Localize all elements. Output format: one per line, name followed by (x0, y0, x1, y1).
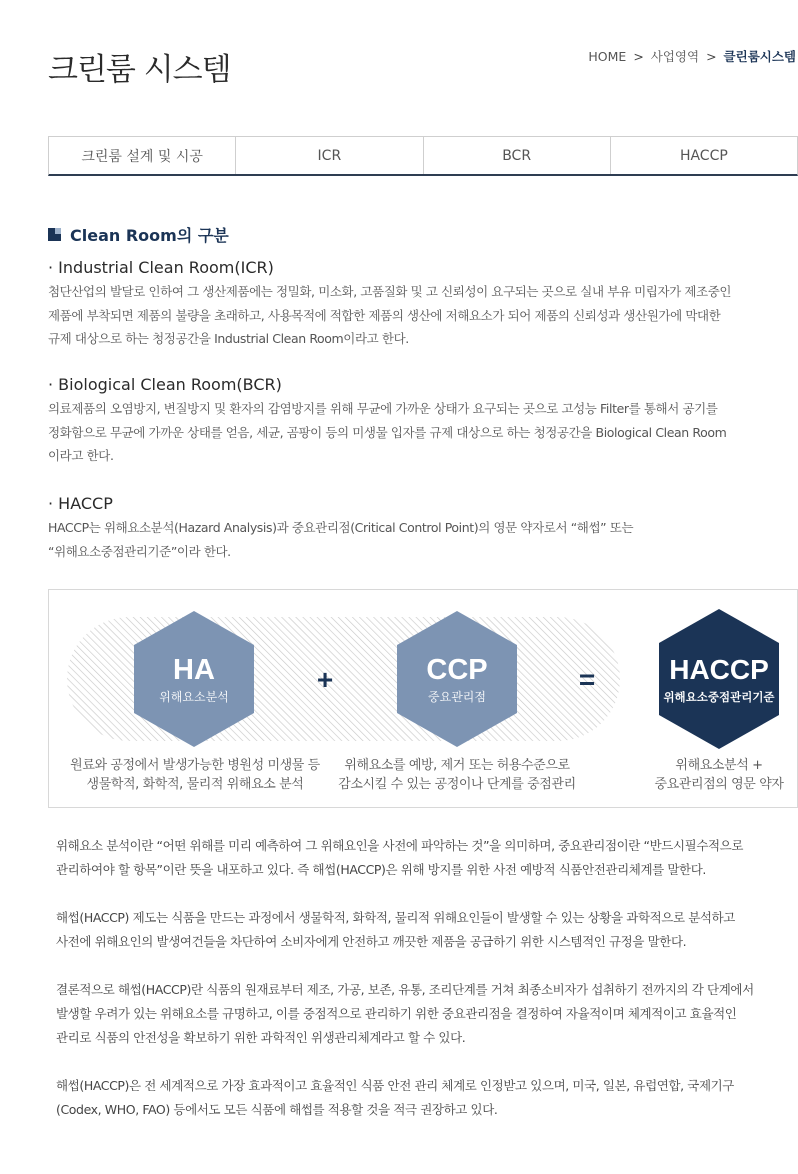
text-line: 정화함으로 무균에 가까운 상태를 얻음, 세균, 곰팡이 등의 미생물 입자를 규제 대상으로 하는 청정공간을 Biological Clean Room (48, 424, 727, 440)
text-line: 관리로 식품의 안전성을 확보하기 위한 과학적인 위생관리체계라고 할 수 있다. (56, 1030, 466, 1045)
breadcrumb-separator-icon: > (706, 49, 717, 64)
text-line: 제품에 부착되면 제품의 불량을 초래하고, 사용목적에 적합한 제품의 생산에 저해요소가 되어 제품의 신뢰성과 생산원가에 막대한 (48, 307, 721, 323)
text-line: 관리하여야 할 항목”이란 뜻을 내포하고 있다. 즉 해썹(HACCP)은 위해 방지를 위한 사전 예방적 식품안전관리체계를 말한다. (56, 862, 706, 877)
text-line: 해썹(HACCP)은 전 세계적으로 가장 효과적이고 효율적인 식품 안전 관리 체계로 인정받고 있으며, 미국, 일본, 유럽연합, 국제기구 (56, 1078, 734, 1093)
haccp-subtitle: 위해요소중점관리기준 (663, 690, 775, 704)
breadcrumb-parent-link[interactable]: 사업영역 (650, 49, 700, 64)
haccp-heading: · HACCP (48, 494, 113, 513)
sub-navigation-tabs (48, 136, 798, 176)
icr-description (48, 280, 788, 351)
ha-title: HA (173, 654, 215, 686)
page-title: 크린룸 시스템 (48, 52, 231, 88)
text-line: 첨단산업의 발달로 인하여 그 생산제품에는 정밀화, 미소화, 고품질화 및 고 신뢰성이 요구되는 곳으로 실내 부유 미립자가 제조중인 (48, 284, 732, 299)
breadcrumb-home-link[interactable]: HOME (588, 49, 627, 64)
ha-subtitle: 위해요소분석 (159, 690, 229, 704)
caption-line: 중요관리점의 영문 약자 (654, 777, 784, 792)
text-line: 이라고 한다. (48, 448, 114, 463)
text-line: 발생할 우려가 있는 위해요소를 규명하고, 이를 중점적으로 관리하기 위한 중요관리점을 결정하여 자율적이며 체계적이고 효율적인 (56, 1006, 737, 1021)
breadcrumb (588, 47, 796, 65)
text-line: 해썹(HACCP) 제도는 식품을 만드는 과정에서 생물학적, 화학적, 물리적 위해요인들이 발생할 수 있는 상황을 과학적으로 분석하고 (56, 910, 735, 925)
caption-line: 원료와 공정에서 발생가능한 병원성 미생물 등 (70, 758, 320, 773)
caption-line: 생물학적, 화학적, 물리적 위해요소 분석 (86, 777, 304, 792)
section-title: Clean Room의 구분 (70, 226, 229, 245)
text-line: 의료제품의 오염방지, 변질방지 및 환자의 감염방지를 위해 무균에 가까운 상태가 요구되는 곳으로 고성능 Filter를 통해서 공기를 (48, 401, 718, 416)
breadcrumb-separator-icon: > (633, 49, 644, 64)
body-paragraph (56, 906, 798, 954)
text-line: “위해요소중점관리기준”이라 한다. (48, 543, 231, 559)
body-paragraph (56, 978, 798, 1050)
breadcrumb-current: 클린룸시스템 (723, 49, 796, 64)
haccp-caption (639, 756, 798, 794)
haccp-title: HACCP (669, 654, 769, 685)
section-heading (48, 223, 229, 246)
tab-bcr[interactable]: BCR (424, 137, 611, 174)
ccp-title: CCP (426, 654, 488, 686)
ha-caption (65, 756, 325, 794)
equals-icon: = (578, 664, 596, 695)
tab-cleanroom-design[interactable]: 크린룸 설계 및 시공 (49, 137, 236, 174)
square-bullet-icon (48, 228, 61, 241)
ccp-subtitle: 중요관리점 (428, 690, 486, 704)
body-paragraph (56, 1074, 798, 1122)
bcr-description (48, 397, 788, 468)
text-line: 위해요소 분석이란 “어떤 위해를 미리 예측하여 그 위해요인을 사전에 파악하는 것”을 의미하며, 중요관리점이란 “반드시필수적으로 (56, 838, 744, 853)
plus-icon: + (316, 664, 334, 695)
caption-line: 감소시킬 수 있는 공정이나 단계를 중점관리 (338, 777, 576, 792)
text-line: 사전에 위해요인의 발생여건들을 차단하여 소비자에게 안전하고 깨끗한 제품을 공급하기 위한 시스템적인 규정을 말한다. (56, 934, 687, 949)
text-line: (Codex, WHO, FAO) 등에서도 모든 식품에 해썹를 적용할 것을 적극 권장하고 있다. (56, 1102, 498, 1117)
icr-heading: · Industrial Clean Room(ICR) (48, 258, 274, 277)
text-line: 규제 대상으로 하는 청정공간을 Industrial Clean Room이라고 한다. (48, 331, 409, 346)
caption-line: 위해요소를 예방, 제거 또는 허용수준으로 (344, 758, 570, 773)
text-line: 결론적으로 해썹(HACCP)란 식품의 원재료부터 제조, 가공, 보존, 유통, 조리단계를 거쳐 최종소비자가 섭취하기 전까지의 각 단계에서 (56, 982, 754, 997)
tab-icr[interactable]: ICR (236, 137, 423, 174)
haccp-diagram (48, 589, 798, 808)
haccp-description (48, 516, 788, 563)
tab-haccp[interactable]: HACCP (611, 137, 797, 174)
ccp-caption (330, 756, 584, 794)
text-line: HACCP는 위해요소분석(Hazard Analysis)과 중요관리점(Critical Control Point)의 영문 약자로서 “해썹” 또는 (48, 520, 634, 535)
body-paragraph (56, 834, 798, 882)
bcr-heading: · Biological Clean Room(BCR) (48, 375, 282, 394)
caption-line: 위해요소분석 + (675, 758, 763, 773)
